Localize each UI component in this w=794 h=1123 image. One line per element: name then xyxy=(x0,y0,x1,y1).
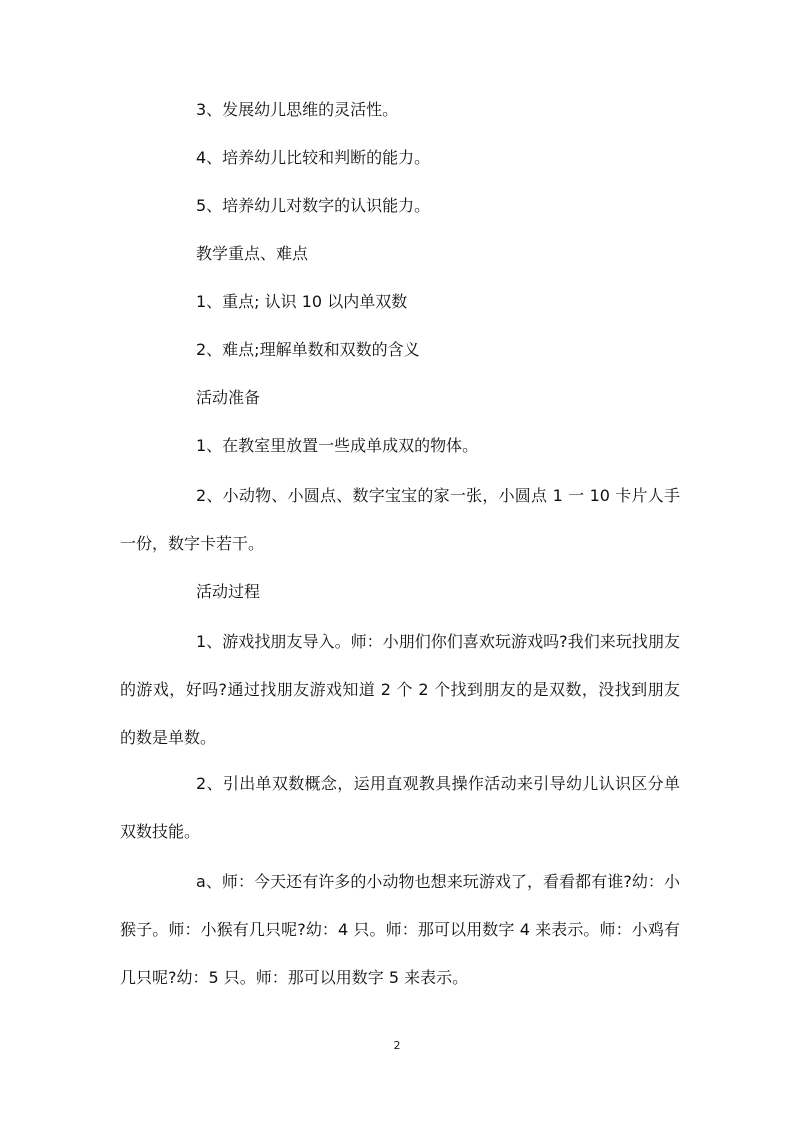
paragraph-goal-5: 5、培养幼儿对数字的认识能力。 xyxy=(196,196,431,215)
paragraph-preparation-1: 1、在教室里放置一些成单成双的物体。 xyxy=(196,436,479,455)
paragraph-key-point: 1、重点; 认识 10 以内单双数 xyxy=(196,292,408,311)
paragraph-goal-3: 3、发展幼儿思维的灵活性。 xyxy=(196,100,399,119)
section-heading-preparation: 活动准备 xyxy=(196,388,261,407)
paragraph-process-1: 1、游戏找朋友导入。师：小朋们你们喜欢玩游戏吗?我们来玩找朋友的游戏，好吗?通过找朋友游戏知道 2 个 2 个找到朋友的是双数，没找到朋友的数是单数。 xyxy=(120,632,680,747)
paragraph-goal-4: 4、培养幼儿比较和判断的能力。 xyxy=(196,148,431,167)
paragraph-difficulty: 2、难点;理解单数和双数的含义 xyxy=(196,340,420,359)
section-heading-key-points: 教学重点、难点 xyxy=(196,244,309,263)
paragraph-process-2: 2、引出单双数概念，运用直观教具操作活动来引导幼儿认识区分单双数技能。 xyxy=(120,774,680,841)
section-heading-process: 活动过程 xyxy=(196,582,261,601)
paragraph-process-2a: a、师：今天还有许多的小动物也想来玩游戏了，看看都有谁?幼：小猴子。师：小猴有几只呢?幼：4 只。师：那可以用数字 4 来表示。师：小鸡有几只呢?幼：5 只。师：那可以用数字 5 来表示。 xyxy=(120,872,680,987)
paragraph-preparation-2: 2、小动物、小圆点、数字宝宝的家一张，小圆点 1 一 10 卡片人手一份，数字卡若干。 xyxy=(120,486,680,553)
page-number: 2 xyxy=(393,1039,401,1052)
